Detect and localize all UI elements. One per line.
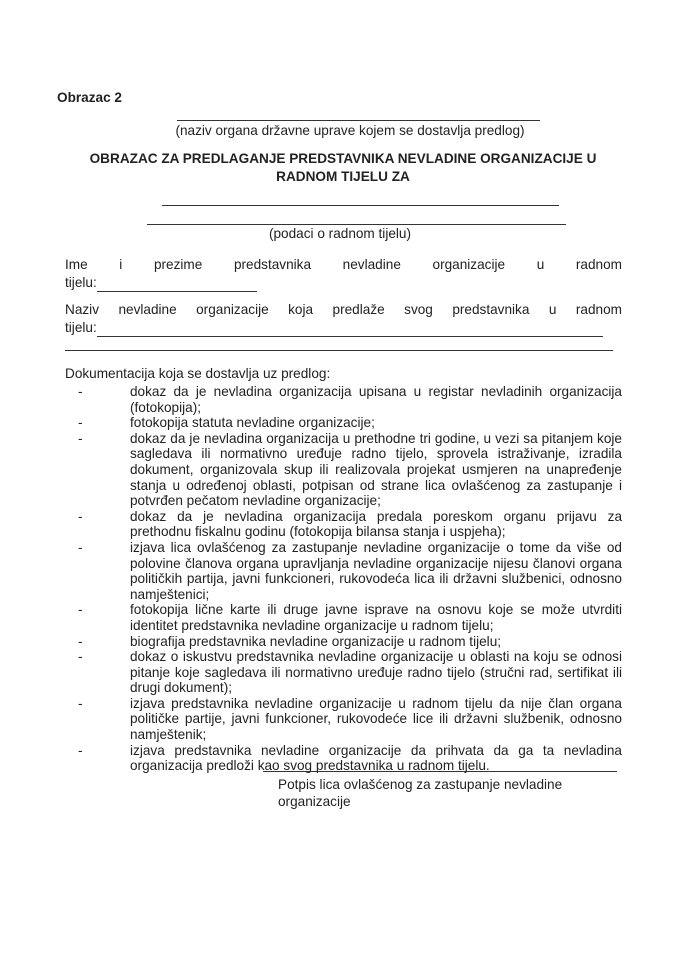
body-blank-line-1[interactable] [162,205,559,206]
signature-caption [278,776,562,810]
list-item: - biografija predstavnika nevladine organizacije u radnom tijelu; [65,634,622,650]
list-item: - izjava predstavnika nevladine organizacije u radnom tijelu da nije član organa političke partije, javni funkcioner, rukovodeće lice ili državni službenik, odnosno namještenik; [65,696,622,743]
organization-name-label: Naziv nevladine organizacije koja predlaže svog predstavnika u radnom [65,302,622,317]
form-title [60,150,626,186]
signature-caption-line-2: organizacije [278,794,351,809]
documents-list [65,384,622,774]
signature-line[interactable] [263,771,617,772]
authority-caption: (naziv organa državne uprave kojem se dostavlja predlog) [175,123,525,138]
organization-name-field [65,301,622,337]
body-blank-line-2[interactable] [147,224,566,225]
representative-name-label-2: tijelu: [65,275,97,290]
list-item: - fotokopija lične karte ili druge javne isprave na osnovu koje se može utvrditi identitet predstavnika nevladine organizacije u radnom tijelu; [65,602,622,633]
authority-blank-line[interactable] [177,120,540,121]
organization-name-label-2: tijelu: [65,320,97,335]
representative-name-label: Ime i prezime predstavnika nevladine organizacije u radnom [65,257,622,272]
representative-name-field [65,256,622,292]
list-item: - izjava predstavnika nevladine organizacije da prihvata da ga ta nevladina organizacija predloži kao svog predstavnika u radnom tijelu. [65,743,622,774]
list-item: - fotokopija statuta nevladine organizacije; [65,415,622,431]
body-caption: (podaci o radnom tijelu) [268,226,412,241]
list-item: - izjava lica ovlašćenog za zastupanje nevladine organizacije o tome da više od polovine članova organa upravljanja nevladine organizacije nijesu članovi organa političkih partija, javni funkcioneri, rukovodeća lica ili državni službenici, odnosno namještenici; [65,540,622,602]
list-item: - dokaz da je nevladina organizacija upisana u registar nevladinih organizacija (fotokopija); [65,384,622,415]
list-item: - dokaz da je nevladina organizacija predala poreskom organu prijavu za prethodnu fiskalnu godinu (fotokopija bilansa stanja i uspjeha); [65,509,622,540]
form-label: Obrazac 2 [57,90,122,105]
list-item: - dokaz o iskustvu predstavnika nevladine organizacije u oblasti na koju se odnosi pitanje koje sagledava ili normativno uređuje radno tijelo (stručni rad, sertifikat ili drugi dokument); [65,649,622,696]
docs-heading: Dokumentacija koja se dostavlja uz predlog: [65,366,331,381]
signature-caption-line-1: Potpis lica ovlašćenog za zastupanje nevladine [278,777,563,792]
organization-name-input[interactable] [97,322,603,337]
title-line-1: OBRAZAC ZA PREDLAGANJE PREDSTAVNIKA NEVLADINE ORGANIZACIJE U [89,151,597,166]
organization-name-input-line-2[interactable] [65,350,613,351]
title-line-2: RADNOM TIJELU ZA [276,169,410,184]
list-item: - dokaz da je nevladina organizacija u prethodne tri godine, u vezi sa pitanjem koje sagledava ili normativno uređuje radno tijelo, sprovela istraživanje, izradila dokument, organizovala skup ili realizovala projekat usmjeren na unapređenje stanja u određenoj oblasti, potpisan od strane lica ovlašćenog za zastupanje i potvrđen pečatom nevladine organizacije; [65,431,622,509]
representative-name-input[interactable] [97,277,257,292]
